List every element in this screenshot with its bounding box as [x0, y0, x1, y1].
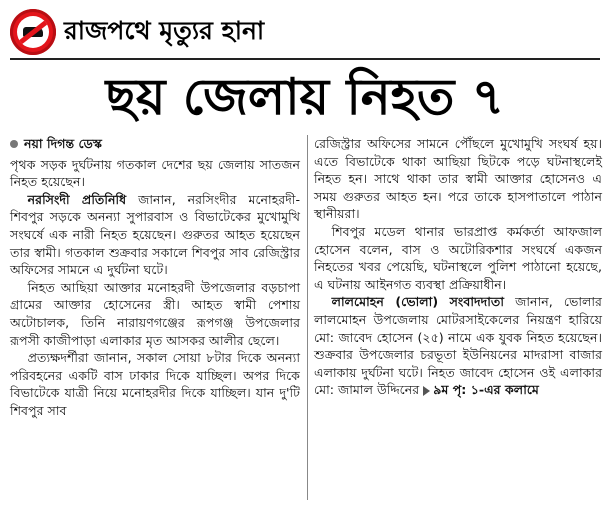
- kicker-title: রাজপথে মৃত্যুর হানা: [64, 15, 265, 45]
- article-column-1: [10, 135, 300, 420]
- intro-paragraph: পৃথক সড়ক দুর্ঘটনায় গতকাল দেশের ছয় জেলায় সাতজন নিহত হয়েছেন।: [10, 156, 300, 190]
- paragraph-3: প্রত্যক্ষদর্শীরা জানান, সকাল সোয়া ৮টার দিকে অনন্যা পরিবহনের একটি বাস ঢাকার দিকে যাচ্ছিল। অপর দিকে বিভাটেকে যাত্রী নিয়ে মনোহরদীর দিকে যাচ্ছিল। যান দু'টি শিবপুর সাব: [10, 350, 300, 418]
- headline: ছয় জেলায় নিহত ৭: [105, 68, 505, 126]
- paragraph-5: লালমোহন (ভোলা) সংবাদদাতা জানান, ভোলার লালমোহন উপজেলায় মোটরসাইকেলের নিয়ন্ত্রণ হারিয়ে মো: জাবেদ হোসেন (২৫) নামে এক যুবক নিহত হয়েছেন। শুক্রবার উপজেলার চরভূতা ইউনিয়নের মাদরাসা বাজার এলাকায় দুর্ঘটনা ঘটে। নিহত জাবেদ হোসেন ওই এলাকার মো: জামাল উদ্দিনের ৯ম পৃ: ১-এর কলামে: [314, 294, 602, 398]
- kicker-divider: [10, 58, 600, 60]
- bullet-icon: [10, 140, 18, 148]
- paragraph-2: নিহত আছিয়া আক্তার মনোহরদী উপজেলার বড়চাপা গ্রামের আক্তার হোসেনের স্ত্রী। আহত স্বামী পেশায় অটোচালক, তিনি নারায়ণগঞ্জের রূপগঞ্জ উপজেলার রূপসী কাজীপাড়া এলাকার মৃত আসকর আলীর ছেলে।: [10, 279, 300, 348]
- byline: [10, 135, 300, 153]
- continued-on-page: ৯ম পৃ: ১-এর কলামে: [433, 382, 539, 398]
- section-kicker: [10, 8, 264, 56]
- jump-arrow-icon: [423, 386, 430, 396]
- article-column-2: [314, 135, 602, 399]
- byline-text: নয়া দিগন্ত ডেস্ক: [24, 136, 102, 151]
- paragraph-3-continued: রেজিস্ট্রার অফিসের সামনে পৌঁছলে মুখোমুখি সংঘর্ষ হয়। এতে বিভাটেকে থাকা আছিয়া ছিটকে পড়ে ঘটনাস্থলেই নিহত হন। সাথে থাকা তার স্বামী আক্তার হোসেনও এ সময় গুরুতর আহত হন। পরে তাকে হাসপাতালে পাঠান স্থানীয়রা।: [314, 136, 602, 222]
- no-accident-logo-icon: [10, 9, 56, 55]
- correspondent-lalmohan: লালমোহন (ভোলা) সংবাদদাতা: [331, 294, 504, 310]
- paragraph-4: শিবপুর মডেল থানার ভারপ্রাপ্ত কর্মকর্তা আফজাল হোসেন বলেন, বাস ও অটোরিকশার সংঘর্ষে একজন নিহতের খবর পেয়েছি, ঘটনাস্থলে পুলিশ পাঠানো হয়েছে, এ ঘটনায় আইনগত ব্যবস্থা প্রক্রিয়াধীন।: [314, 223, 602, 292]
- column-divider: [307, 135, 308, 500]
- paragraph-1: নরসিংদী প্রতিনিধি জানান, নরসিংদীর মনোহরদী-শিবপুর সড়কে অনন্যা সুপারবাস ও বিভাটেকের মুখোমুখি সংঘর্ষে এক নারী নিহত হয়েছেন। গুরুতর আহত হয়েছেন তার স্বামী। গতকাল শুক্রবার সকালে শিবপুর সাব রেজিস্ট্রার অফিসের সামনে এ দুর্ঘটনা ঘটে।: [10, 191, 300, 278]
- correspondent-narsingdi: নরসিংদী প্রতিনিধি: [27, 191, 127, 207]
